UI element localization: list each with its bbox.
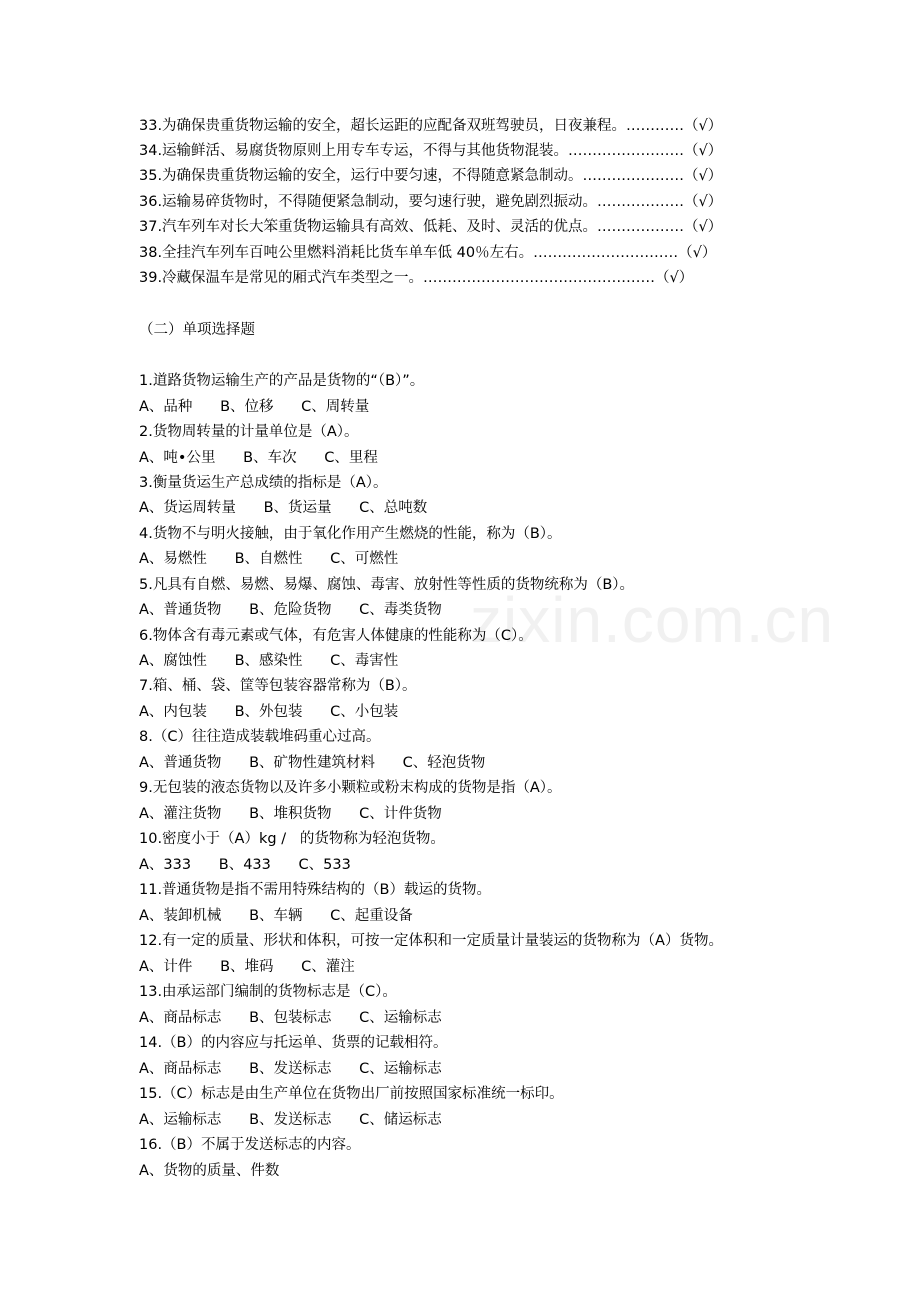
question-text: 9.无包装的液态货物以及许多小颗粒或粉末构成的货物是指（A）。 [139,780,562,796]
judgement-item: 38.全挂汽车列车百吨公里燃料消耗比货车单车低 40％左右。…………………………（√） [139,245,717,261]
question-text: 15.（C）标志是由生产单位在货物出厂前按照国家标准统一标印。 [139,1086,564,1102]
question-options: A、普通货物 B、矿物性建筑材料 C、轻泡货物 [139,755,486,771]
question-text: 2.货物周转量的计量单位是（A）。 [139,424,359,440]
question-options: A、装卸机械 B、车辆 C、起重设备 [139,908,413,924]
question-text: 14.（B）的内容应与托运单、货票的记载相符。 [139,1035,448,1051]
question-text: 1.道路货物运输生产的产品是货物的“（B）”。 [139,373,425,389]
question-options: A、灌注货物 B、堆积货物 C、计件货物 [139,806,442,822]
judgement-item: 35.为确保贵重货物运输的安全，运行中要匀速，不得随意紧急制动。…………………（√） [139,168,723,184]
judgement-item: 34.运输鲜活、易腐货物原则上用专车专运，不得与其他货物混装。……………………（√） [139,143,723,159]
question-text: 11.普通货物是指不需用特殊结构的（B）载运的货物。 [139,882,492,898]
question-options: A、运输标志 B、发送标志 C、储运标志 [139,1112,442,1128]
question-options: A、商品标志 B、包装标志 C、运输标志 [139,1010,442,1026]
watermark: zixin.com.cn [470,584,835,656]
question-options: A、普通货物 B、危险货物 C、毒类货物 [139,602,442,618]
question-text: 16.（B）不属于发送标志的内容。 [139,1137,361,1153]
question-text: 4.货物不与明火接触，由于氧化作用产生燃烧的性能，称为（B）。 [139,526,562,542]
question-options: A、内包装 B、外包装 C、小包装 [139,704,399,720]
question-text: 5.凡具有自燃、易燃、易爆、腐蚀、毒害、放射性等性质的货物统称为（B）。 [139,577,635,593]
question-options: A、易燃性 B、自燃性 C、可燃性 [139,551,399,567]
question-text: 7.箱、桶、袋、筐等包装容器常称为（B）。 [139,678,417,694]
question-options: A、333 B、433 C、533 [139,857,351,873]
question-options: A、腐蚀性 B、感染性 C、毒害性 [139,653,399,669]
question-text: 6.物体含有毒元素或气体，有危害人体健康的性能称为（C）。 [139,628,533,644]
judgement-item: 33.为确保贵重货物运输的安全，超长运距的应配备双班驾驶员，日夜兼程。…………（√） [139,118,723,134]
judgement-item: 36.运输易碎货物时，不得随便紧急制动，要匀速行驶，避免剧烈振动。………………（√） [139,194,723,210]
judgement-item: 39.冷藏保温车是常见的厢式汽车类型之一。…………………………………………（√） [139,270,694,286]
question-options: A、商品标志 B、发送标志 C、运输标志 [139,1061,442,1077]
question-text: 13.由承运部门编制的货物标志是（C）。 [139,984,397,1000]
section-title: （二）单项选择题 [139,322,255,338]
judgement-item: 37.汽车列车对长大笨重货物运输具有高效、低耗、及时、灵活的优点。………………（√） [139,219,723,235]
question-options: A、吨•公里 B、车次 C、里程 [139,450,378,466]
question-text: 3.衡量货运生产总成绩的指标是（A）。 [139,475,388,491]
question-options: A、计件 B、堆码 C、灌注 [139,959,355,975]
question-options: A、品种 B、位移 C、周转量 [139,399,370,415]
question-text: 10.密度小于（A）kg / 的货物称为轻泡货物。 [139,831,445,847]
question-text: 12.有一定的质量、形状和体积，可按一定体积和一定质量计量装运的货物称为（A）货物。 [139,933,723,949]
question-options: A、货运周转量 B、货运量 C、总吨数 [139,500,428,516]
question-options: A、货物的质量、件数 [139,1163,280,1179]
question-text: 8.（C）往往造成装载堆码重心过高。 [139,729,381,745]
